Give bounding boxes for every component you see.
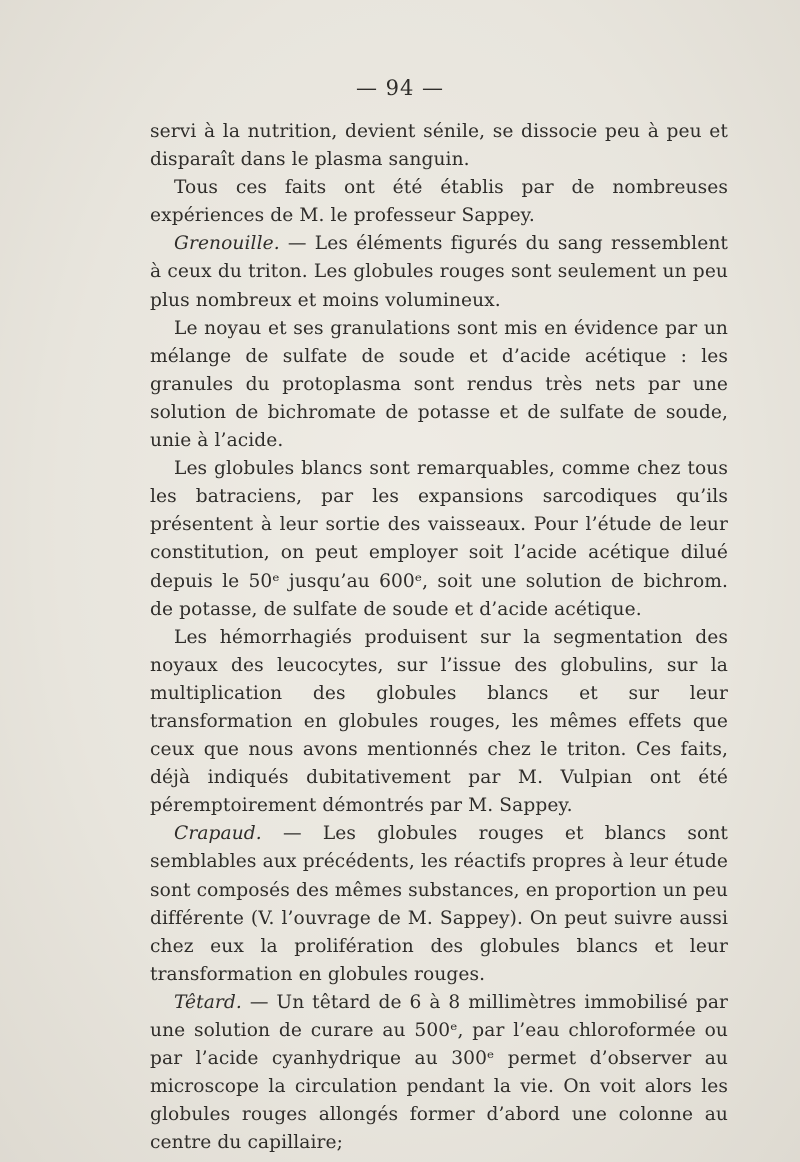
body-text: [150, 118, 728, 1157]
paragraph-2: [150, 174, 728, 230]
paragraph-grenouille: [150, 230, 728, 314]
paragraph-6: [150, 624, 728, 821]
paragraph-1: [150, 118, 728, 174]
paragraph-crapaud-text: — Les globules rouges et blancs sont semblables aux précédents, les réactifs propres à leur étude sont composés des mêmes substances, en proportion un peu différente (V. l’ouvrage de M. Sappey). On peut suivre aussi chez eux la prolifération des globules blancs et leur transformation en globules rouges.: [150, 823, 728, 985]
paragraph-grenouille-lead: Grenouille.: [174, 233, 280, 255]
paragraph-tetard-text: — Un têtard de 6 à 8 millimètres immobilisé par une solution de curare au 500ᵉ, par l’eau chloroformée ou par l’acide cyanhydrique au 300ᵉ permet d’observer au microscope la circulation pendant la vie. On voit alors les globules rouges allongés former d’abord une colonne au centre du capillaire;: [150, 991, 728, 1154]
paragraph-2-text: Tous ces faits ont été établis par de nombreuses expériences de M. le professeur Sappey.: [150, 177, 728, 227]
paragraph-4: [150, 315, 728, 455]
paragraph-grenouille-text: — Les éléments figurés du sang ressemblent à ceux du triton. Les globules rouges sont seulement un peu plus nombreux et moins volumineux.: [150, 233, 728, 311]
paragraph-crapaud-lead: Crapaud.: [174, 823, 262, 845]
paragraph-5-text: Les globules blancs sont remarquables, comme chez tous les batraciens, par les expansions sarcodiques qu’ils présentent à leur sortie des vaisseaux. Pour l’étude de leur constitution, on peut employer soit l’acide acétique dilué depuis le 50ᵉ jusqu’au 600ᵉ, soit une solution de bichrom. de potasse, de sulfate de soude et d’acide acétique.: [150, 458, 728, 620]
paragraph-crapaud: [150, 820, 728, 989]
paragraph-5: [150, 455, 728, 624]
paragraph-4-text: Le noyau et ses granulations sont mis en évidence par un mélange de sulfate de soude et d’acide acétique : les granules du protoplasma sont rendus très nets par une solution de bichromate de potasse et de sulfate de soude, unie à l’acide.: [150, 317, 728, 452]
page-number: — 94 —: [355, 76, 445, 100]
paragraph-tetard-lead: Têtard.: [174, 991, 242, 1013]
paragraph-1-text: servi à la nutrition, devient sénile, se dissocie peu à peu et disparaît dans le plasma sanguin.: [150, 121, 728, 171]
paragraph-6-text: Les hémorrhagiés produisent sur la segmentation des noyaux des leucocytes, sur l’issue des globulins, sur la multiplication des globules blancs et sur leur transformation en globules rouges, les mêmes effets que ceux que nous avons mentionnés chez le triton. Ces faits, déjà indiqués dubitativement par M. Vulpian ont été péremptoirement démontrés par M. Sappey.: [150, 626, 728, 817]
paragraph-tetard: [150, 989, 728, 1158]
